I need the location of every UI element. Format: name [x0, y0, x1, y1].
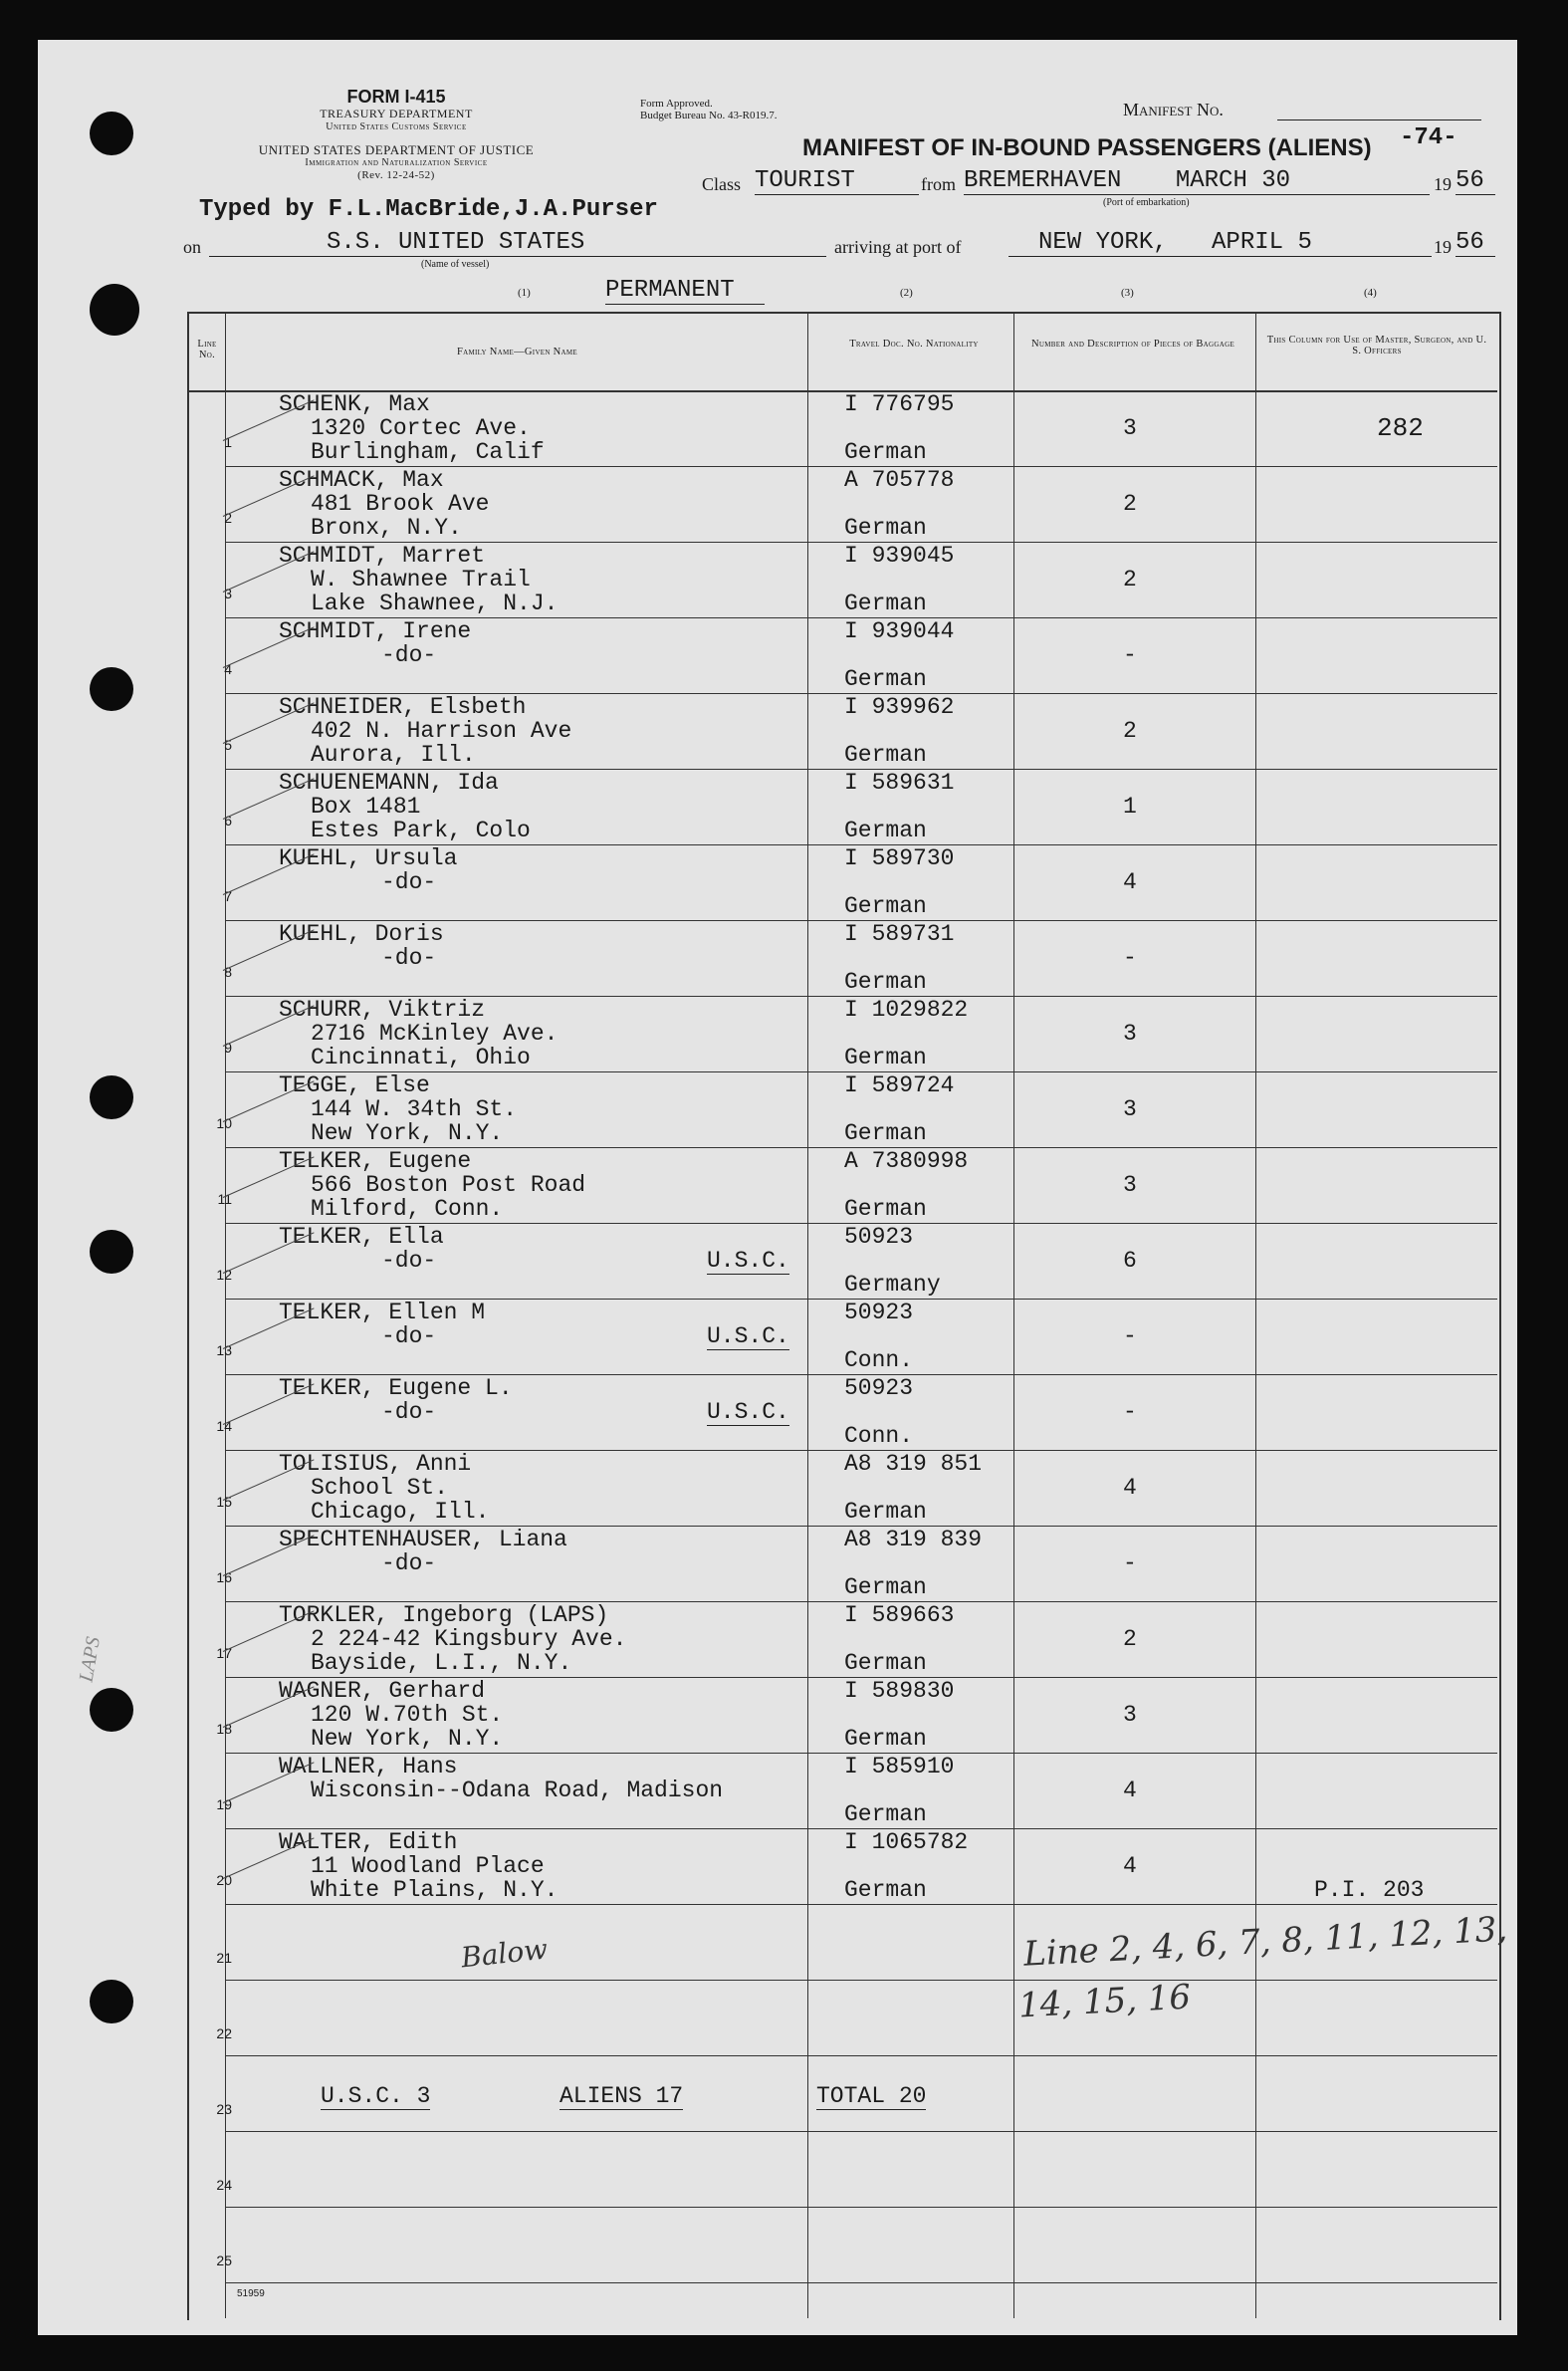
passenger-address-2: Lake Shawnee, N.J.	[311, 591, 559, 616]
check-mark	[223, 1459, 315, 1501]
travel-doc-number: A 7380998	[844, 1148, 969, 1174]
travel-doc-number: 50923	[844, 1224, 914, 1250]
revision: (Rev. 12-24-52)	[357, 169, 435, 181]
manifest-no-line	[1277, 118, 1481, 120]
check-mark	[223, 1762, 315, 1803]
table-row	[38, 1223, 1517, 1299]
line-number: 13	[216, 1342, 232, 1358]
typed-by: Typed by F.L.MacBride,J.A.Purser	[199, 196, 658, 223]
row-rule	[225, 2282, 1497, 2283]
passenger-address-2: Bayside, L.I., N.Y.	[311, 1650, 572, 1676]
check-mark	[223, 853, 315, 895]
passenger-address-1: W. Shawnee Trail	[311, 567, 531, 593]
baggage-count: 3	[1123, 1096, 1137, 1122]
check-mark	[223, 1837, 315, 1879]
passenger-address-1: 2 224-42 Kingsbury Ave.	[311, 1626, 627, 1652]
table-row	[38, 1601, 1517, 1677]
passenger-address-2: Burlingham, Calif	[311, 439, 545, 465]
check-mark	[223, 1232, 315, 1274]
nationality: German	[844, 439, 927, 465]
nationality: German	[844, 515, 927, 541]
usc-mark: U.S.C.	[707, 1399, 789, 1425]
check-mark	[223, 1610, 315, 1652]
travel-doc-number: 50923	[844, 1375, 914, 1401]
line-number: 5	[224, 737, 232, 753]
line-number: 12	[216, 1267, 232, 1283]
baggage-count: 2	[1123, 491, 1137, 517]
totals-usc: U.S.C. 3	[321, 2083, 431, 2109]
check-mark	[223, 626, 315, 668]
passenger-address-1: -do-	[381, 1248, 437, 1274]
line-number: 4	[224, 661, 232, 677]
table-row	[38, 1147, 1517, 1223]
passenger-address-1: 11 Woodland Place	[311, 1853, 545, 1879]
line-number: 22	[216, 2025, 232, 2041]
margin-note: LAPS	[75, 1635, 106, 1684]
baggage-count: 6	[1123, 1248, 1137, 1274]
nationality: German	[844, 1574, 927, 1600]
passenger-name: WALTER, Edith	[279, 1829, 458, 1855]
passenger-name: SCHMIDT, Marret	[279, 543, 486, 569]
arrival-port: NEW YORK,	[1038, 229, 1168, 256]
baggage-count: 3	[1123, 1702, 1137, 1728]
table-row	[38, 1374, 1517, 1450]
nationality: German	[844, 1120, 927, 1146]
check-mark	[223, 399, 315, 441]
line-number: 25	[216, 2252, 232, 2268]
nationality: German	[844, 1499, 927, 1525]
passenger-address-2: Chicago, Ill.	[311, 1499, 490, 1525]
line-number: 23	[216, 2101, 232, 2117]
line-number: 7	[224, 888, 232, 904]
passenger-name: SCHENK, Max	[279, 391, 430, 417]
passenger-address-1: -do-	[381, 869, 437, 895]
travel-doc-number: I 1065782	[844, 1829, 969, 1855]
passenger-name: TORKLER, Ingeborg (LAPS)	[279, 1602, 609, 1628]
manifest-title: MANIFEST OF IN-BOUND PASSENGERS (ALIENS)	[802, 134, 1372, 161]
passenger-address-1: -do-	[381, 945, 437, 971]
class-label: Class	[702, 174, 742, 194]
passenger-address-2: New York, N.Y.	[311, 1726, 504, 1752]
table-row	[38, 693, 1517, 769]
baggage-count: -	[1123, 1399, 1137, 1425]
col-head-line: Line No.	[197, 339, 217, 360]
col-num-1: (1)	[518, 287, 531, 299]
line-number: 21	[216, 1950, 232, 1966]
baggage-count: -	[1123, 642, 1137, 668]
table-row	[38, 617, 1517, 693]
passenger-address-1: -do-	[381, 1399, 437, 1425]
nationality: Germany	[844, 1272, 941, 1298]
baggage-count: 4	[1123, 1778, 1137, 1803]
travel-doc-number: I 589830	[844, 1678, 955, 1704]
nationality: German	[844, 1877, 927, 1903]
travel-doc-number: A8 319 839	[844, 1527, 983, 1552]
handwritten-line-note-2: 14, 15, 16	[1017, 1977, 1192, 2026]
passenger-address-2: Milford, Conn.	[311, 1196, 504, 1222]
official-note: 282	[1377, 413, 1424, 443]
baggage-count: 1	[1123, 794, 1137, 820]
check-mark	[223, 1307, 315, 1349]
travel-doc-number: A 705778	[844, 467, 955, 493]
passenger-name: TELKER, Eugene	[279, 1148, 472, 1174]
passenger-name: SCHUENEMANN, Ida	[279, 770, 499, 796]
ins-service: Immigration and Naturalization Service	[305, 157, 488, 168]
passenger-name: SCHURR, Viktriz	[279, 997, 486, 1023]
travel-doc-number: 50923	[844, 1300, 914, 1325]
baggage-count: -	[1123, 1323, 1137, 1349]
table-row	[38, 2131, 1517, 2207]
table-row	[38, 1677, 1517, 1753]
justice-department: UNITED STATES DEPARTMENT OF JUSTICE	[258, 142, 535, 157]
nationality: German	[844, 818, 927, 843]
handwritten-line-note: Line 2, 4, 6, 7, 8, 11, 12, 13,	[1022, 1909, 1509, 1975]
line-number: 14	[216, 1418, 232, 1434]
check-mark	[223, 1383, 315, 1425]
baggage-count: 4	[1123, 1853, 1137, 1879]
travel-doc-number: I 589663	[844, 1602, 955, 1628]
check-mark	[223, 1156, 315, 1198]
passenger-address-1: 1320 Cortec Ave.	[311, 415, 531, 441]
manifest-sheet	[38, 40, 1517, 2335]
passenger-address-2: Estes Park, Colo	[311, 818, 531, 843]
depart-year-prefix: 19	[1434, 174, 1452, 194]
line-number: 11	[217, 1191, 232, 1207]
travel-doc-number: I 589631	[844, 770, 955, 796]
table-row	[38, 390, 1517, 466]
punch-hole	[90, 284, 139, 336]
arrival-year: 56	[1456, 229, 1495, 257]
col-num-4: (4)	[1364, 287, 1377, 299]
baggage-count: 2	[1123, 567, 1137, 593]
passenger-name: SPECHTENHAUSER, Liana	[279, 1527, 567, 1552]
check-mark	[223, 1686, 315, 1728]
passenger-name: TELKER, Eugene L.	[279, 1375, 513, 1401]
from-label: from	[921, 174, 956, 194]
table-row	[38, 1299, 1517, 1374]
line-number: 15	[216, 1494, 232, 1510]
baggage-count: 2	[1123, 1626, 1137, 1652]
nationality: German	[844, 591, 927, 616]
passenger-address-2: Cincinnati, Ohio	[311, 1045, 531, 1070]
line-number: 3	[224, 586, 232, 601]
travel-doc-number: I 776795	[844, 391, 955, 417]
baggage-count: 3	[1123, 1172, 1137, 1198]
permanent-label: PERMANENT	[605, 277, 765, 305]
on-label: on	[183, 237, 201, 257]
line-number: 16	[216, 1569, 232, 1585]
passenger-address-1: 2716 McKinley Ave.	[311, 1021, 559, 1047]
nationality: German	[844, 1650, 927, 1676]
passenger-name: TOLISIUS, Anni	[279, 1451, 472, 1477]
travel-doc-number: I 589730	[844, 845, 955, 871]
nationality: German	[844, 1045, 927, 1070]
passenger-address-1: 402 N. Harrison Ave	[311, 718, 572, 744]
nationality: German	[844, 893, 927, 919]
table-row	[38, 1526, 1517, 1601]
nationality: German	[844, 969, 927, 995]
passenger-address-1: -do-	[381, 1323, 437, 1349]
line-number: 6	[224, 813, 232, 829]
customs-service: United States Customs Service	[326, 121, 467, 132]
passenger-name: TELKER, Ellen M	[279, 1300, 486, 1325]
footer-code: 51959	[237, 2288, 265, 2299]
table-row	[38, 1753, 1517, 1828]
totals-aliens: ALIENS 17	[560, 2083, 684, 2109]
passenger-name: WAGNER, Gerhard	[279, 1678, 486, 1704]
passenger-address-2: New York, N.Y.	[311, 1120, 504, 1146]
vessel-label: (Name of vessel)	[421, 259, 490, 270]
passenger-address-1: School St.	[311, 1475, 449, 1501]
travel-doc-number: I 939044	[844, 618, 955, 644]
passenger-address-1: 120 W.70th St.	[311, 1702, 504, 1728]
table-row	[38, 1071, 1517, 1147]
line-number: 10	[216, 1115, 232, 1131]
nationality: Conn.	[844, 1347, 914, 1373]
manifest-no-label: Manifest No.	[1123, 100, 1224, 119]
nationality: German	[844, 1801, 927, 1827]
department: TREASURY DEPARTMENT	[320, 107, 473, 120]
line-number: 24	[216, 2177, 232, 2193]
baggage-count: -	[1123, 1550, 1137, 1576]
nationality: German	[844, 1196, 927, 1222]
form-number: FORM I-415	[346, 87, 446, 107]
line-number: 8	[224, 964, 232, 980]
nationality: Conn.	[844, 1423, 914, 1449]
manifest-number: -74-	[1400, 124, 1457, 151]
passenger-address-2: Aurora, Ill.	[311, 742, 476, 768]
travel-doc-number: I 939962	[844, 694, 955, 720]
passenger-address-1: -do-	[381, 1550, 437, 1576]
passenger-address-1: 144 W. 34th St.	[311, 1096, 518, 1122]
usc-mark: U.S.C.	[707, 1248, 789, 1274]
passenger-name: SCHMIDT, Irene	[279, 618, 472, 644]
vessel-name: S.S. UNITED STATES	[209, 229, 826, 257]
table-row	[38, 542, 1517, 617]
line-number: 20	[216, 1872, 232, 1888]
line-number: 17	[216, 1645, 232, 1661]
check-mark	[223, 778, 315, 820]
col-num-3: (3)	[1121, 287, 1134, 299]
nationality: German	[844, 666, 927, 692]
travel-doc-number: I 1029822	[844, 997, 969, 1023]
nationality: German	[844, 1726, 927, 1752]
passenger-name: TELKER, Ella	[279, 1224, 444, 1250]
table-row	[38, 1450, 1517, 1526]
passenger-name: SCHNEIDER, Elsbeth	[279, 694, 527, 720]
baggage-count: 3	[1123, 415, 1137, 441]
totals-total: TOTAL 20	[816, 2083, 927, 2109]
table-row	[38, 2055, 1517, 2131]
line-number: 19	[216, 1796, 232, 1812]
table-row	[38, 769, 1517, 844]
from-port: BREMERHAVEN	[964, 167, 1122, 194]
line-number: 2	[224, 510, 232, 526]
passenger-address-2: Bronx, N.Y.	[311, 515, 462, 541]
arrival-date: APRIL 5	[1212, 229, 1312, 256]
col-head-official: This Column for Use of Master, Surgeon, and U. S. Officers	[1266, 335, 1487, 356]
passenger-address-1: 566 Boston Post Road	[311, 1172, 586, 1198]
form-approved: Form Approved.	[640, 98, 713, 110]
travel-doc-number: I 939045	[844, 543, 955, 569]
passenger-name: SCHMACK, Max	[279, 467, 444, 493]
table-row	[38, 2207, 1517, 2282]
passenger-name: KUEHL, Ursula	[279, 845, 458, 871]
port-embarkation-label: (Port of embarkation)	[1103, 197, 1190, 208]
line-number: 1	[224, 434, 232, 450]
table-row	[38, 1828, 1517, 1904]
depart-year: 56	[1456, 167, 1495, 195]
usc-mark: U.S.C.	[707, 1323, 789, 1349]
arrival-line	[1008, 229, 1432, 257]
baggage-count: -	[1123, 945, 1137, 971]
official-note: P.I. 203	[1314, 1877, 1425, 1903]
arrival-year-prefix: 19	[1434, 237, 1452, 257]
baggage-count: 4	[1123, 869, 1137, 895]
class-value: TOURIST	[755, 167, 919, 195]
table-row	[38, 920, 1517, 996]
table-row	[38, 1980, 1517, 2055]
check-mark	[223, 1080, 315, 1122]
check-mark	[223, 1005, 315, 1047]
travel-doc-number: I 589724	[844, 1072, 955, 1098]
table-row	[38, 466, 1517, 542]
travel-doc-number: A8 319 851	[844, 1451, 983, 1477]
passenger-name: WALLNER, Hans	[279, 1754, 458, 1779]
table-row	[38, 996, 1517, 1071]
depart-date: MARCH 30	[1175, 167, 1291, 194]
line-number: 9	[224, 1040, 232, 1056]
check-mark	[223, 1535, 315, 1576]
travel-doc-number: I 589731	[844, 921, 955, 947]
travel-doc-number: I 585910	[844, 1754, 955, 1779]
table-row	[38, 844, 1517, 920]
punch-hole	[90, 112, 133, 155]
passenger-address-1: 481 Brook Ave	[311, 491, 490, 517]
budget-bureau: Budget Bureau No. 43-R019.7.	[640, 110, 778, 121]
passenger-name: KUEHL, Doris	[279, 921, 444, 947]
nationality: German	[844, 742, 927, 768]
passenger-address-1: Wisconsin--Odana Road, Madison	[311, 1778, 724, 1803]
col-head-baggage: Number and Description of Pieces of Baggage	[1030, 339, 1235, 350]
col-num-2: (2)	[900, 287, 913, 299]
arriving-label: arriving at port of	[834, 237, 962, 257]
baggage-count: 3	[1123, 1021, 1137, 1047]
line-number: 18	[216, 1721, 232, 1737]
col-head-doc: Travel Doc. No. Nationality	[849, 339, 979, 350]
passenger-address-1: -do-	[381, 642, 437, 668]
passenger-address-1: Box 1481	[311, 794, 421, 820]
baggage-count: 2	[1123, 718, 1137, 744]
check-mark	[223, 929, 315, 971]
passenger-address-2: White Plains, N.Y.	[311, 1877, 559, 1903]
passenger-name: TEGGE, Else	[279, 1072, 430, 1098]
handwritten-signature: Balow	[459, 1932, 550, 1975]
check-mark	[223, 551, 315, 593]
check-mark	[223, 702, 315, 744]
baggage-count: 4	[1123, 1475, 1137, 1501]
col-head-name: Family Name—Given Name	[456, 347, 577, 357]
check-mark	[223, 475, 315, 517]
from-line	[964, 167, 1430, 195]
